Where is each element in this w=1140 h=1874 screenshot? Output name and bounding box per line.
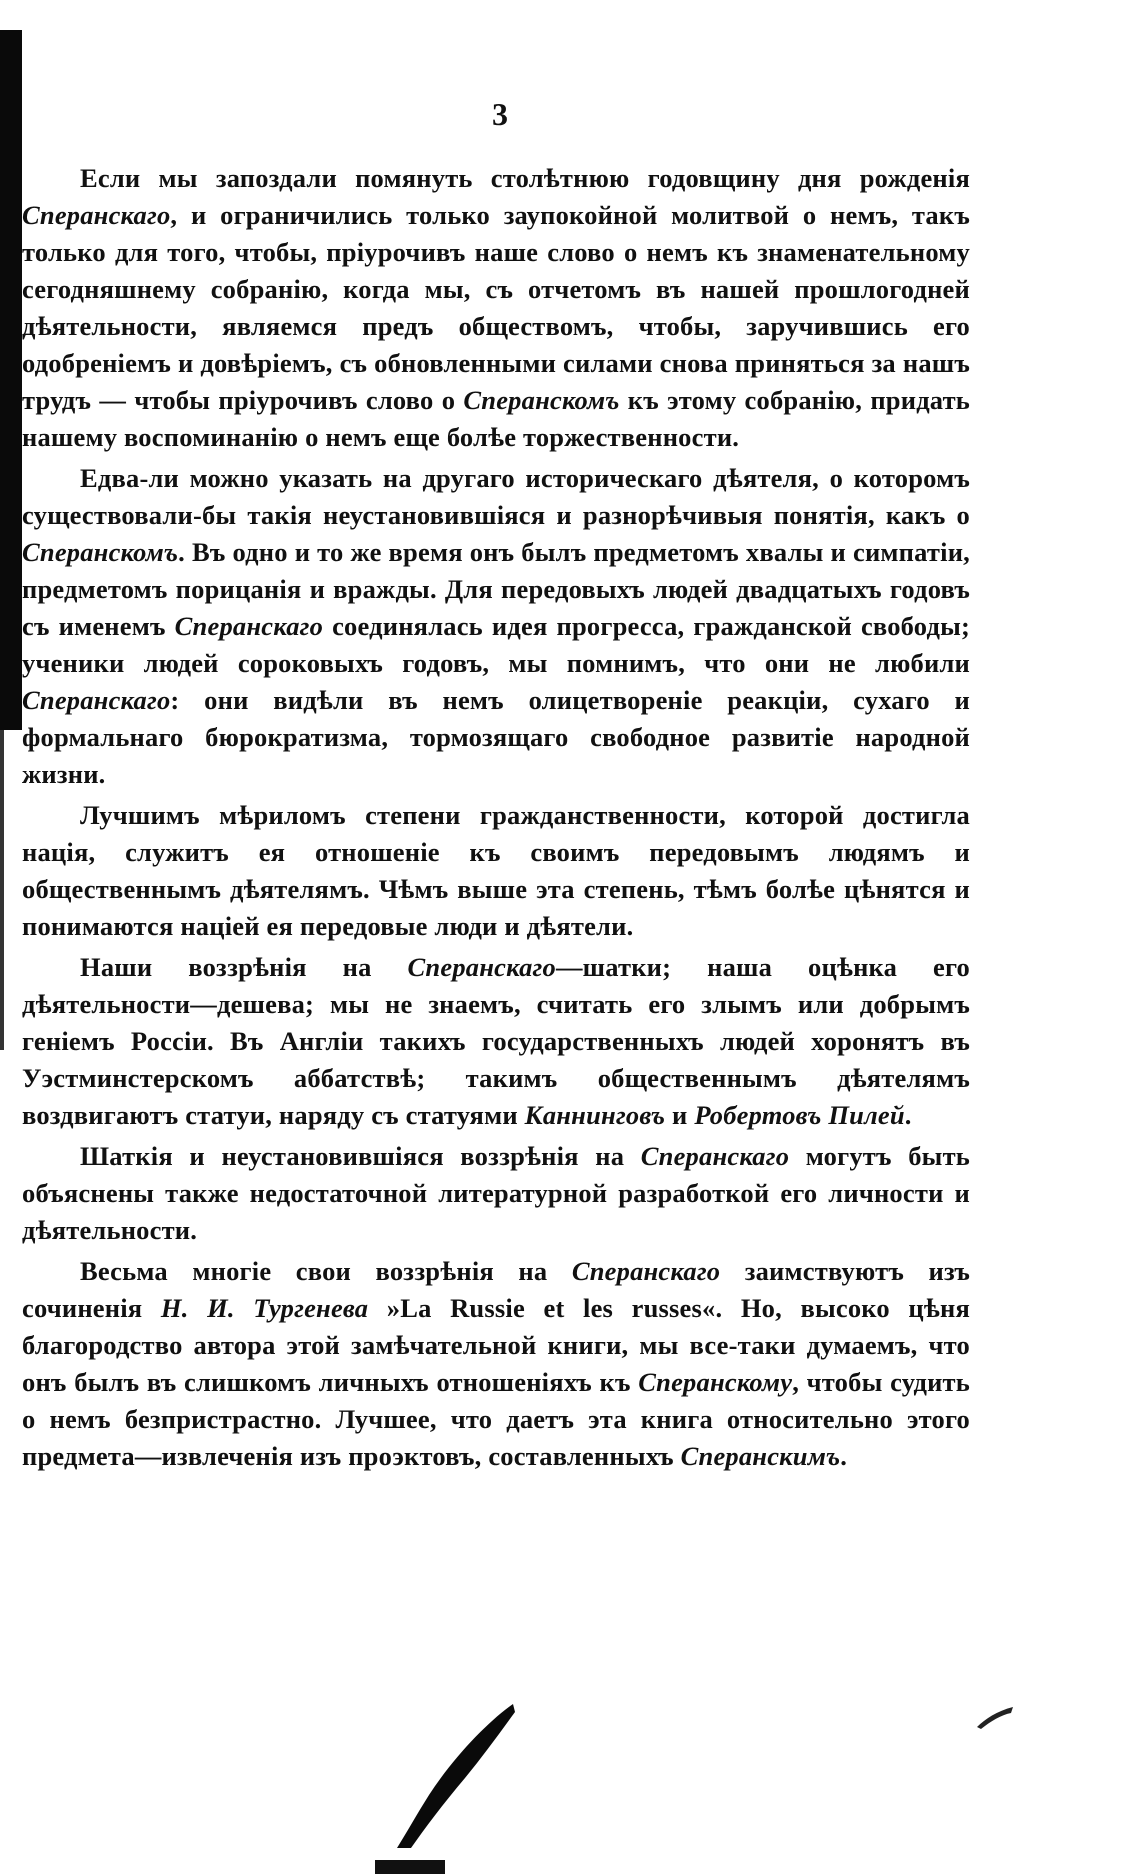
paragraph-text: Едва-ли можно указать на другаго историческаго дѣятеля, о которомъ существовали-бы такія неустановившіяся и разнорѣчивыя понятія, какъ о <box>22 463 970 530</box>
paragraph-text: , и ограничились только заупокойной молитвой о немъ, такъ только для того, чтобы, пріурочивъ наше слово о немъ къ знаменательному сегодняшнему собранію, когда мы, съ отчетомъ въ нашей прошлогодней дѣятельности, являемся предъ обществомъ, чтобы, заручившись его одобреніемъ и довѣріемъ, съ обновленными силами снова приняться за нашъ трудъ — чтобы пріурочивъ слово о <box>22 200 970 415</box>
paragraph <box>22 1253 970 1479</box>
paragraph-text: Лучшимъ мѣриломъ степени гражданственности, которой достигла нація, служитъ ея отношеніе къ своимъ передовымъ людямъ и общественнымъ дѣятелямъ. Чѣмъ выше эта степень, тѣмъ болѣе цѣнятся и понимаются націей ея передовые люди и дѣятели. <box>22 800 970 941</box>
paragraph-text: Если мы запоздали помянуть столѣтнюю годовщину дня рожденія <box>80 163 970 193</box>
italic-name-text: Сперанскимъ <box>680 1441 841 1471</box>
page-number: 3 <box>492 96 508 132</box>
paragraph-text: Весьма многіе свои воззрѣнія на <box>80 1256 572 1286</box>
italic-name-text: Сперанскаго <box>174 611 324 641</box>
paragraph <box>22 797 970 949</box>
italic-name-text: Сперанскаго <box>22 685 171 715</box>
binding-edge-line <box>0 730 4 1050</box>
binding-edge-shadow <box>0 30 22 730</box>
italic-name-text: Сперанскаго <box>407 952 556 982</box>
bottom-ink-bar <box>375 1860 445 1874</box>
italic-name-text: Сперанскаго <box>640 1141 790 1171</box>
page-text <box>22 160 970 1479</box>
paragraph-text: и <box>665 1100 695 1130</box>
paragraph-text: : они видѣли въ немъ олицетвореніе реакціи, сухаго и формальнаго бюрократизма, тормозящаго свободное развитіе народной жизни. <box>22 685 970 789</box>
italic-name-text: Сперанскому <box>638 1367 793 1397</box>
paragraph-text: заимствуютъ изъ сочиненія <box>22 1256 970 1323</box>
italic-name-text: Сперанскомъ <box>463 385 620 415</box>
paragraph-text: . <box>904 1100 912 1130</box>
paragraph-text: соединялась идея прогресса, гражданской свободы; ученики людей сороковыхъ годовъ, мы помнимъ, что они не любили <box>22 611 970 678</box>
italic-name-text: Сперанскомъ <box>22 537 179 567</box>
italic-name-text: Сперанскаго <box>571 1256 721 1286</box>
paragraph-text: —шатки; наша оцѣнка его дѣятельности—дешева; мы не знаемъ, считать его злымъ или добрымъ геніемъ Россіи. Въ Англіи такихъ государственныхъ людей хоронятъ въ Уэстминстерскомъ аббатствѣ; такимъ общественнымъ дѣятелямъ воздвигаютъ статуи, наряду съ статуями <box>22 952 971 1130</box>
paragraph-text: Шаткія и неустановившіяся воззрѣнія на <box>80 1141 641 1171</box>
ink-tick-mark <box>975 1705 1015 1729</box>
paragraph-text: . Въ одно и то же время онъ былъ предметомъ хвалы и симпатіи, предметомъ порицанія и вражды. Для передовыхъ людей двадцатыхъ годовъ съ именемъ <box>22 537 970 641</box>
paragraph-text: Наши воззрѣнія на <box>80 952 408 982</box>
paragraph <box>22 1138 970 1253</box>
paragraph-text: »La Russie et les russes«. Но, высоко цѣня благородство автора этой замѣчательной книги, мы все-таки думаемъ, что онъ былъ въ слишкомъ личныхъ отношеніяхъ къ <box>22 1293 970 1397</box>
italic-name-text: Каннинговъ <box>524 1100 666 1130</box>
paragraph-text: могутъ быть объяснены также недостаточной литературной разработкой его личности и дѣятельности. <box>22 1141 970 1245</box>
paragraph-text: , чтобы судить о немъ безпристрастно. Лучшее, что даетъ эта книга относительно этого предмета—извлеченія изъ проэктовъ, составленныхъ <box>22 1367 970 1471</box>
italic-name-text: Сперанскаго <box>22 200 171 230</box>
italic-name-text: Н. И. Тургенева <box>160 1293 369 1323</box>
italic-name-text: Робертовъ Пилей <box>694 1100 905 1130</box>
paragraph <box>22 460 970 797</box>
paragraph-text: . <box>840 1441 848 1471</box>
paragraph-text: къ этому собранію, придать нашему воспоминанію о немъ еще болѣе торжественности. <box>22 385 970 452</box>
paragraph <box>22 160 970 460</box>
paragraph <box>22 949 970 1138</box>
ink-stroke-mark <box>395 1700 515 1850</box>
